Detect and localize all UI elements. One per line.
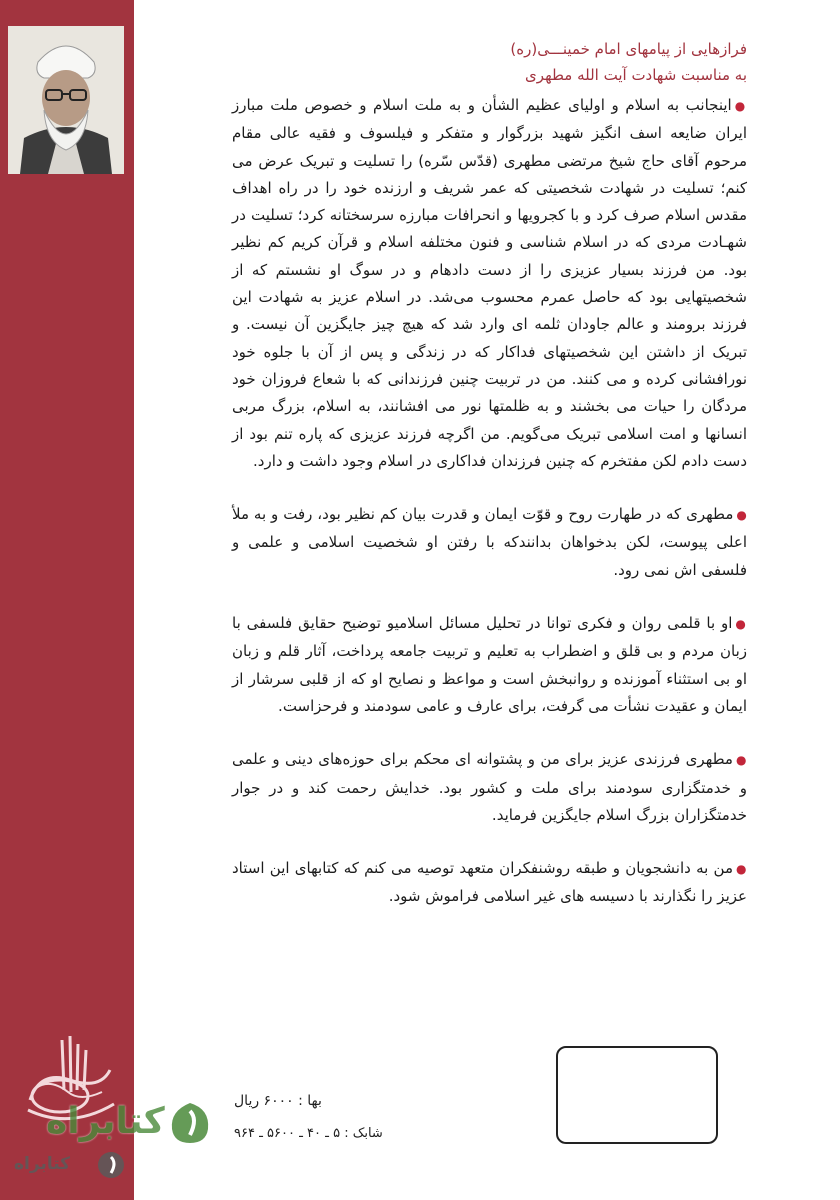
portrait-illustration — [8, 26, 124, 174]
watermark-logo-small — [14, 1148, 134, 1182]
paragraph-text: من به دانشجویان و طبقه روشنفکران متعهد توصیه می کنم که کتابهای این استاد عزیز را نگذارند با دسیسه های غیر اسلامی فراموش شود. — [232, 859, 747, 906]
watermark-text-small: کتابراه — [14, 1154, 71, 1174]
paragraph-text: مطهری فرزندی عزیز برای من و پشتوانه ای محکم برای حوزه‌های دینی و علمی و خدمتگزاری سودمند برای ملت و کشور بود. خدایش رحمت کند و در جوار خدمتگزاران بزرگ اسلام جایگزین فرماید. — [232, 750, 747, 824]
paragraph-1 — [232, 92, 747, 475]
bullet-icon: ● — [736, 508, 747, 523]
header-subtitle: به مناسبت شهادت آیت الله مطهری — [525, 66, 747, 84]
paragraph-4 — [232, 746, 747, 829]
bullet-icon: ● — [735, 617, 747, 632]
paragraph-5 — [232, 855, 747, 911]
bullet-icon: ● — [734, 99, 747, 113]
message-text — [232, 36, 747, 937]
paragraph-2 — [232, 501, 747, 584]
barcode-box — [556, 1046, 718, 1144]
watermark-logo — [46, 1095, 216, 1151]
isbn-label: شابک : ۵ ـ ۴۰ ـ ۵۶۰۰ ـ ۹۶۴ — [234, 1126, 383, 1141]
paragraph-3 — [232, 610, 747, 720]
watermark-leaf-icon — [166, 1099, 214, 1147]
bullet-icon: ● — [736, 862, 747, 877]
sidebar-strip — [0, 0, 134, 1200]
paragraph-text: او با قلمی روان و فکری توانا در تحلیل مسائل اسلامیو توضیح حقایق فلسفی با زبان مردم و بی قلق و اضطراب به تعلیم و تربیت جامعه پرداخت، آثار قلم و زبان او بی استثناء آموزنده و روانبخش است و مواعظ و نصایح او که از قلبی سرشار از ایمان و عقیدت نشأت می گرفت، برای عارف و عامی سودمند و فرحزاست. — [232, 614, 747, 715]
bullet-icon: ● — [735, 753, 747, 768]
header-title: فرازهایی از پیامهای امام خمینـــی(ره) — [510, 40, 747, 58]
paragraph-text: اینجانب به اسلام و اولیای عظیم الشأن و به ملت اسلام و خصوص ملت مبارز ایران ضایعه اسف انگیز شهید بزرگوار و متفکر و فیلسوف و فقیه عالی مقام مرحوم آقای حاج شیخ مرتضی مطهری (قدّس سّره) را تسلیت و تبریک عرض می کنم؛ تسلیت در شهادت شخصیتی که عمر شریف و ارزنده خود را در راه اهداف مقدس اسلام صرف کرد و با کجرویها و انحرافات مبارزه سرسختانه کرد؛ تسلیت در شهـادت مردی که در اسلام شناسی و فنون مختلفه اسلام و قرآن کریم کم نظیر بود. من فرزند بسیار عزیزی را از دست دادهام و در سوگ او نشستم که از شخصیتهایی بود که حاصل عمرم محسوب می‌شد. در اسلام عزیز به شهادت این فرزند برومند و عالم جاودان ثلمه ای وارد شد که هیچ چیز جایگزین آن نیست. و تبریک از داشتن این شخصیتهای فداکار که در زندگی و پس از آن با جلوه خود نورافشانی کرده و می کنند. من در تربیت چنین فرزندانی که با شعاع فروزان خود مردگان را حیات می بخشند و به ظلمتها نور می افشانند، به اسلام، بزرگ مربی انسانها و امت اسلامی تبریک می‌گویم. من اگرچه فرزند عزیزی که پاره تنم بود از دست دادم لکن مفتخرم که چنین فرزندان فداکاری در اسلام وجود داشت و دارد. — [232, 96, 747, 470]
author-portrait — [8, 26, 124, 174]
watermark-small-icon — [96, 1150, 126, 1180]
watermark-text: کتابراه — [46, 1101, 165, 1142]
paragraph-text: مطهری که در طهارت روح و قوّت ایمان و قدرت بیان کم نظیر بود، رفت و به ملأ اعلی پیوست، لکن بدخواهان بدانندکه با رفتن او شخصیت اسلامی و علمی و فلسفی اش نمی رود. — [232, 505, 747, 579]
price-label: بها : ۶۰۰۰ ریال — [234, 1093, 322, 1109]
